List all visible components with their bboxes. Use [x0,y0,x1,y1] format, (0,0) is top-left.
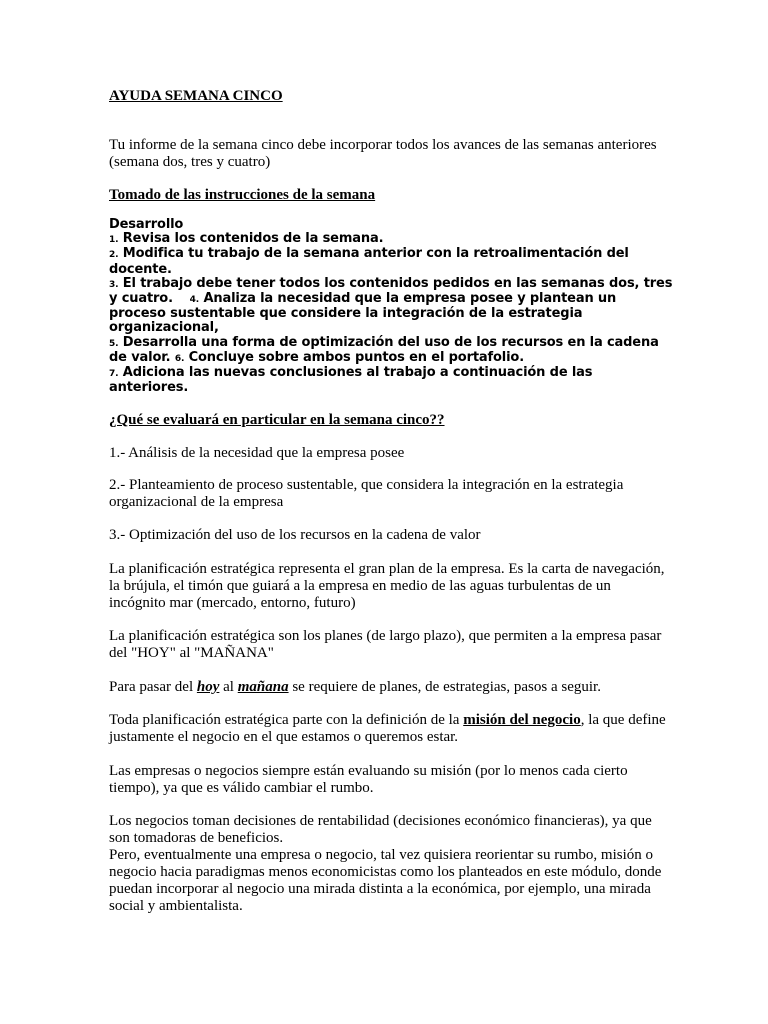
item-text: Revisa los contenidos de la semana. [122,231,384,247]
instructions-heading: Tomado de las instrucciones de la semana [109,187,376,203]
development-item-5-6 [109,336,674,366]
paragraph-planning-1: La planificación estratégica representa el gran plan de la empresa. Es la carta de navegación, la brújula, el timón que guiará a la empresa en medio de las aguas turbulentas de un incógnito mar (mercado, entorno, futuro) [109,561,665,611]
paragraph-profitability: Los negocios toman decisiones de rentabilidad (decisiones económico financieras), ya que son tomadoras de beneficios. [109,813,652,846]
document-title: AYUDA SEMANA CINCO [109,88,283,104]
manana-emphasis: mañana [237,679,289,695]
paragraph-reorient: Pero, eventualmente una empresa o negocio, tal vez quisiera reorientar su rumbo, misión o negocio hacia paradigmas menos economicistas como los planteados en este módulo, donde puedan incorporar al negocio una mirada distinta a la económica, por ejemplo, una mirada social y ambientalista. [109,847,662,914]
paragraph-hoy-manana [109,679,669,696]
development-heading: Desarrollo [109,217,184,232]
text-segment: se requiere de planes, de estrategias, pasos a seguir. [288,679,601,695]
item-text: Modifica tu trabajo de la semana anterior con la retroalimentación del docente. [109,246,629,277]
item-text: Analiza la necesidad que la empresa posee y plantean un proceso sustentable que considere la integración de la estrategia organizacional, [109,291,617,336]
development-item-3-4 [109,277,674,336]
intro-paragraph: Tu informe de la semana cinco debe incorporar todos los avances de las semanas anteriores (semana dos, tres y cuatro) [109,137,657,170]
text-segment: al [219,679,238,695]
mision-emphasis: misión del negocio [463,712,581,728]
item-number: 2. [109,250,119,261]
paragraph-mission [109,712,669,746]
evaluation-item-2: 2.- Planteamiento de proceso sustentable, que considera la integración en la estrategia organizacional de la empresa [109,477,624,510]
item-number: 4. [189,295,200,306]
paragraph-evaluate-mission: Las empresas o negocios siempre están evaluando su misión (por lo menos cada cierto tiempo), ya que es válido cambiar el rumbo. [109,763,628,796]
item-number: 1. [109,235,119,246]
text-segment: Toda planificación estratégica parte con la definición de la [109,712,464,728]
item-number: 3. [109,279,119,290]
hoy-emphasis: hoy [196,679,220,695]
item-text: El trabajo debe tener todos los contenidos pedidos en las semanas dos, tres y cuatro. [109,275,673,307]
development-item-2 [109,247,674,276]
development-item-7 [109,366,674,395]
item-text: Adiciona las nuevas conclusiones al trabajo a continuación de las anteriores. [109,365,593,396]
development-item-1 [109,232,674,247]
evaluation-heading: ¿Qué se evaluará en particular en la semana cinco?? [109,412,445,428]
item-number: 6. [174,353,185,364]
item-number: 7. [109,369,119,380]
development-section [109,218,674,395]
text-segment: , la que define justamente el negocio en el que estamos o queremos estar. [109,712,666,745]
item-number: 5. [109,338,119,349]
text-segment: Para pasar del [109,679,197,695]
evaluation-item-1: 1.- Análisis de la necesidad que la empresa posee [109,445,405,461]
item-text: Concluye sobre ambos puntos en el portafolio. [188,349,524,365]
evaluation-item-3: 3.- Optimización del uso de los recursos en la cadena de valor [109,527,481,543]
paragraph-planning-2: La planificación estratégica son los planes (de largo plazo), que permiten a la empresa pasar del "HOY" al "MAÑANA" [109,628,662,661]
item-text: Desarrolla una forma de optimización del uso de los recursos en la cadena de valor. [109,334,659,365]
